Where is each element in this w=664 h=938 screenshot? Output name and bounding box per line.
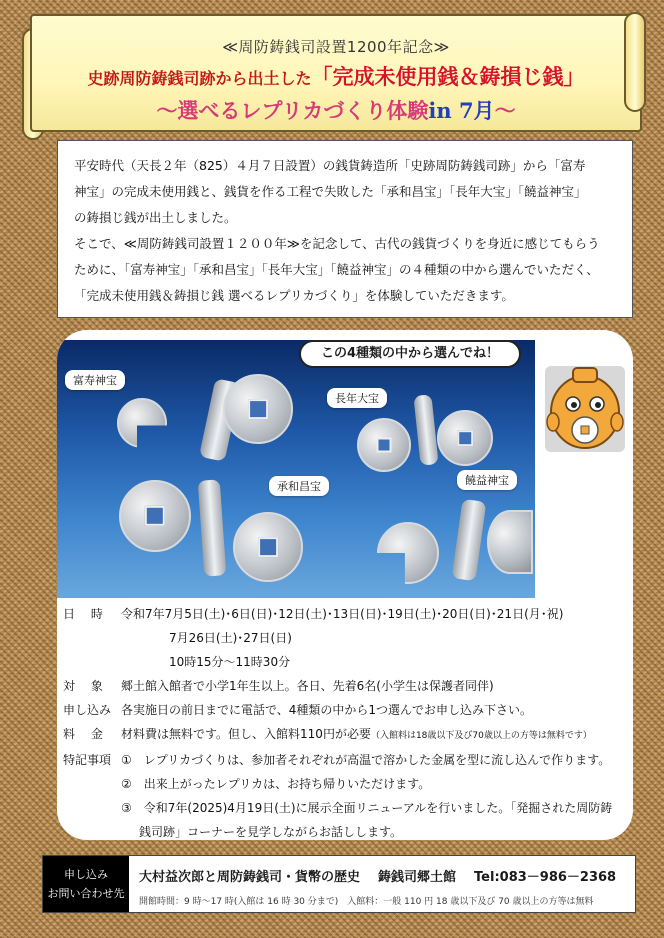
speech-callout: この4種類の中から選んでね！ xyxy=(299,340,521,368)
note-3-cont: 銭司跡」コーナーを見学しながらお話しします。 xyxy=(139,825,403,839)
coin-chonentaiho-2 xyxy=(437,410,493,466)
coin-broken xyxy=(117,398,167,448)
date-row xyxy=(63,602,629,626)
apply-value: 各実施日の前日までに電話で、4種類の中から1つ選んでお申し込み下さい。 xyxy=(121,703,533,717)
anniversary-line: ≪周防鋳銭司設置1200年記念≫ xyxy=(222,38,450,56)
intro-text: 「完成未使用銭＆鋳損じ銭 選べるレプリカづくり」を体験していただきます。 xyxy=(74,288,514,303)
target-label: 対 象 xyxy=(63,679,103,693)
title-prefix: 史跡周防鋳銭司跡から出土した xyxy=(87,69,312,88)
contact-label-line: お問い合わせ先 xyxy=(47,887,125,900)
target-value: 郷土館入館者で小学1年生以上。各日、先着6名(小学生は保護者同伴) xyxy=(121,679,494,693)
coin-fujushinpo xyxy=(223,374,293,444)
fee-label: 料 金 xyxy=(63,727,103,741)
coin-label-fujushinpo: 富寿神宝 xyxy=(65,370,125,390)
coin-showashoho xyxy=(119,480,191,552)
contact-label xyxy=(43,856,129,912)
casting-sprue xyxy=(413,394,438,465)
notes-row xyxy=(63,748,629,772)
notes-label: 特記事項 xyxy=(63,753,112,767)
apply-row xyxy=(63,698,629,722)
apply-label: 申し込み xyxy=(63,703,112,717)
museum-exhibit: 大村益次郎と周防鋳銭司・貨幣の歴史 xyxy=(139,870,361,885)
casting-sprue xyxy=(198,479,227,576)
title-highlight: 「完成未使用銭＆鋳損じ銭」 xyxy=(311,65,585,89)
fee-row xyxy=(63,722,629,748)
date-value-cont: 7月26日(土)･27日(日) xyxy=(169,631,292,645)
coin-hole xyxy=(377,438,392,453)
date-label: 日 時 xyxy=(63,607,103,621)
casting-sprue xyxy=(452,499,487,582)
note-3: ③ 令和7年(2025)4月19日(土)に展示全面リニューアルを行いました。「発掘された周防鋳 xyxy=(121,801,613,815)
coin-broken xyxy=(377,522,439,584)
coin-label-nyoyakushinpo: 饒益神宝 xyxy=(457,470,517,490)
coin-hole xyxy=(145,506,165,526)
fee-text: 材料費は無料です。但し、入館料110円が必要 xyxy=(121,727,371,741)
intro-text: ために、「富寿神宝」「承和昌宝」「長年大宝」「饒益神宝」の４種類の中から選んでいただく、 xyxy=(74,262,599,277)
subtitle-month: in 7月 xyxy=(428,98,495,123)
event-details xyxy=(63,602,629,840)
target-row xyxy=(63,674,629,698)
title-line xyxy=(32,61,640,91)
note-1: ① レプリカづくりは、参加者それぞれが高温で溶かした金属を型に流し込んで作ります。 xyxy=(121,753,611,767)
mascot-character-icon xyxy=(539,348,631,458)
coin-nyoyakushinpo xyxy=(487,510,533,574)
coin-hole xyxy=(258,537,278,557)
time-value: 10時15分～11時30分 xyxy=(169,655,291,669)
date-value: 令和7年7月5日(土)･6日(日)･12日(土)･13日(日)･19日(土)･20日(日)･21日(月･祝) xyxy=(121,607,564,621)
coin-hole xyxy=(248,399,268,419)
contact-label-line: 申し込み xyxy=(64,868,108,881)
coin-showashoho-2 xyxy=(233,512,303,582)
intro-text: そこで、≪周防鋳銭司設置１２００年≫を記念して、古代の銭貨づくりを身近に感じてもらう xyxy=(74,236,600,251)
coin-chonentaiho xyxy=(357,418,411,472)
title-banner xyxy=(30,14,642,132)
fee-value xyxy=(121,722,629,748)
fee-note: （入館料は18歳以下及び70歳以上の方等は無料です） xyxy=(370,731,592,741)
subtitle-prefix: ～選べるレプリカづくり体験 xyxy=(156,99,429,123)
contact-main xyxy=(139,866,616,885)
event-panel xyxy=(57,330,633,840)
coin-hole xyxy=(457,430,473,446)
subtitle-line xyxy=(32,95,640,125)
coin-replica-photo xyxy=(57,340,535,598)
intro-text: 神宝」の完成未使用銭と、銭貨を作る工程で失敗した「承和昌宝」「長年大宝」「饒益神宝」 xyxy=(74,184,587,199)
intro-box xyxy=(57,140,633,318)
intro-text: 平安時代（天長２年（825）４月７日設置）の銭貨鋳造所「史跡周防鋳銭司跡」から「富寿 xyxy=(74,158,586,173)
museum-hours: 開館時間：9 時～17 時(入館は 16 時 30 分まで) 入館料：一般 110 円 18 歳以下及び 70 歳以上の方等は無料 xyxy=(139,897,594,907)
intro-text: の鋳損じ銭が出土しました。 xyxy=(74,210,237,225)
coin-label-showashoho: 承和昌宝 xyxy=(269,476,329,496)
note-2: ② 出来上がったレプリカは、お持ち帰りいただけます。 xyxy=(121,777,431,791)
subtitle-suffix: ～ xyxy=(494,99,516,123)
coin-label-chonentaiho: 長年大宝 xyxy=(327,388,387,408)
museum-name: 鋳銭司郷土館 xyxy=(378,870,457,885)
contact-footer xyxy=(42,855,636,913)
phone-number[interactable]: Tel:083－986－2368 xyxy=(474,870,617,885)
scroll-right-curl xyxy=(624,12,646,112)
